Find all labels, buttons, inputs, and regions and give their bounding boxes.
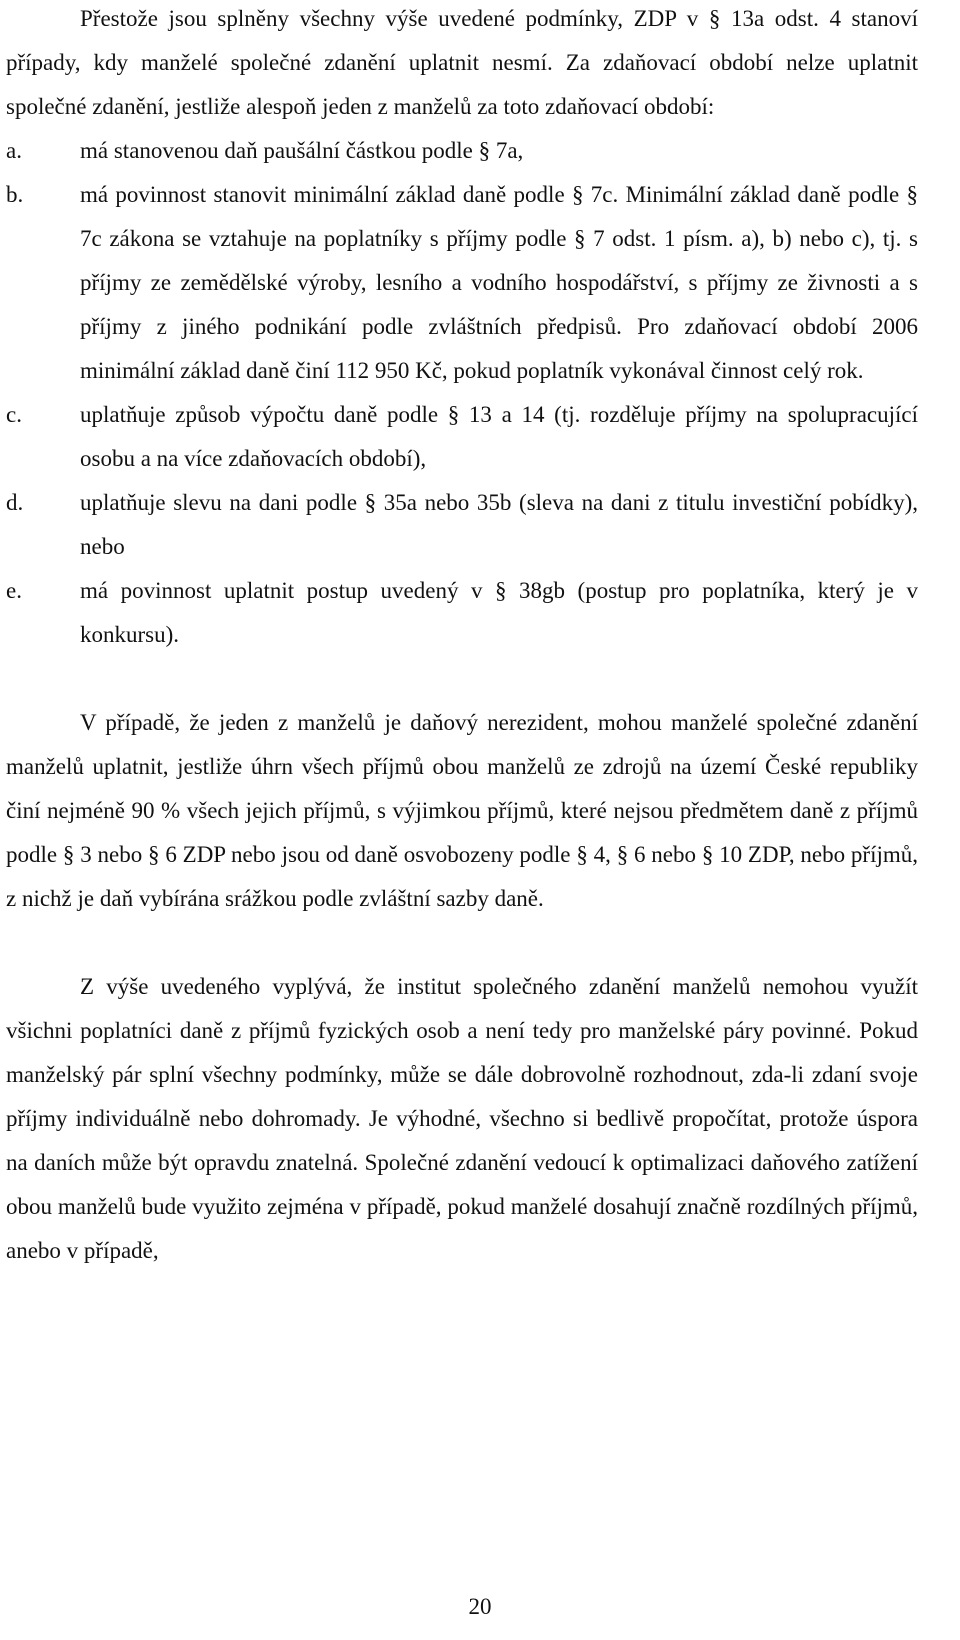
list-item-text: uplatňuje slevu na dani podle § 35a nebo 35b (sleva na dani z titulu investiční pobídky), nebo <box>80 490 918 559</box>
list-marker: e. <box>6 578 22 603</box>
paragraph-conclusion: Z výše uvedeného vyplývá, že institut společného zdanění manželů nemohou využít všichni poplatníci daně z příjmů fyzických osob a není tedy pro manželské páry povinné. Pokud manželský pár splní všechny podmínky, může se dále dobrovolně rozhodnout, zda-li zdaní svoje příjmy individuálně nebo dohromady. Je výhodné, všechno si bedlivě propočítat, protože úspora na daních může být opravdu znatelná. Společné zdanění vedoucí k optimalizaci daňového zatížení obou manželů bude využito zejména v případě, pokud manželé dosahují značně rozdílných příjmů, anebo v případě, <box>6 974 918 1263</box>
list-item-a <box>6 129 918 173</box>
list-marker: b. <box>6 182 24 207</box>
list-item-e <box>6 569 918 657</box>
list-marker: d. <box>6 490 24 515</box>
list-item-d <box>6 481 918 569</box>
document-page <box>6 0 918 1273</box>
page-number: 20 <box>468 1594 492 1619</box>
list-item-text: má povinnost stanovit minimální základ daně podle § 7c. Minimální základ daně podle § 7c zákona se vztahuje na poplatníky s příjmy podle § 7 odst. 1 písm. a), b) nebo c), tj. s příjmy ze zemědělské výroby, lesního a vodního hospodářství, s příjmy ze živnosti a s příjmy z jiného podnikání podle zvláštních předpisů. Pro zdaňovací období 2006 minimální základ daně činí 112 950 Kč, pokud poplatník vykonával činnost celý rok. <box>80 182 918 383</box>
list-marker: a. <box>6 138 22 163</box>
list-item-b <box>6 173 918 393</box>
paragraph-conditions-intro: Přestože jsou splněny všechny výše uvedené podmínky, ZDP v § 13a odst. 4 stanoví případy, kdy manželé společné zdanění uplatnit nesmí. Za zdaňovací období nelze uplatnit společné zdanění, jestliže alespoň jeden z manželů za toto zdaňovací období: <box>6 6 918 119</box>
paragraph-nonresident: V případě, že jeden z manželů je daňový nerezident, mohou manželé společné zdanění manželů uplatnit, jestliže úhrn všech příjmů obou manželů ze zdrojů na území České republiky činí nejméně 90 % všech jejich příjmů, s výjimkou příjmů, které nejsou předmětem daně z příjmů podle § 3 nebo § 6 ZDP nebo jsou od daně osvobozeny podle § 4, § 6 nebo § 10 ZDP, nebo příjmů, z nichž je daň vybírána srážkou podle zvláštní sazby daně. <box>6 710 918 911</box>
list-item-text: má stanovenou daň paušální částkou podle § 7a, <box>80 138 524 163</box>
list-item-c <box>6 393 918 481</box>
paragraph-spacer <box>6 921 918 965</box>
list-item-text: uplatňuje způsob výpočtu daně podle § 13 a 14 (tj. rozděluje příjmy na spolupracující osobu a na více zdaňovacích období), <box>80 402 918 471</box>
list-marker: c. <box>6 402 22 427</box>
paragraph-spacer <box>6 657 918 701</box>
list-item-text: má povinnost uplatnit postup uvedený v § 38gb (postup pro poplatníka, který je v konkursu). <box>80 578 918 647</box>
exclusion-list <box>6 129 918 657</box>
